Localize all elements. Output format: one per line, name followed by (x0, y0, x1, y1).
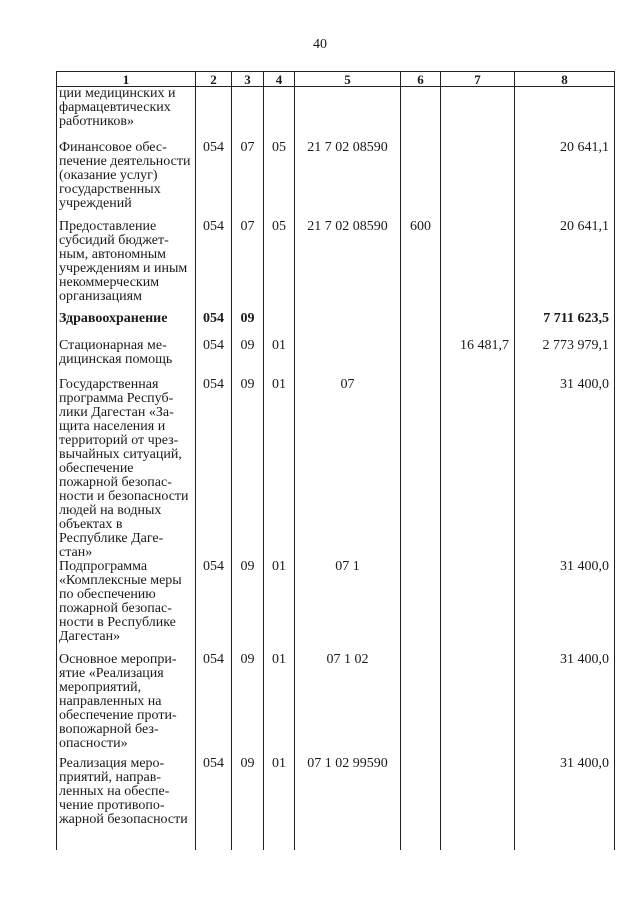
row-amount: 31 400,0 (515, 653, 615, 757)
row-target-code: 07 (295, 378, 401, 560)
row-name: Подпрограмма «Комплексные меры по обеспечению пожарной безопасности в Республике Дагестан» (57, 560, 196, 653)
row-expense-type (401, 653, 441, 757)
row-target-code: 07 1 02 99590 (295, 757, 401, 850)
table-row (57, 378, 615, 560)
row-admin-code: 054 (196, 653, 232, 757)
row-admin-code: 054 (196, 378, 232, 560)
header-col-6: 6 (401, 72, 441, 87)
row-name: Здравоохранение (57, 312, 196, 339)
row-name: Финансовое обеспечение деятельности (оказание услуг) государственных учреждений (57, 141, 196, 220)
row-target-code: 21 7 02 08590 (295, 220, 401, 312)
row-col7 (441, 220, 515, 312)
row-section: 07 (232, 141, 264, 220)
row-section: 09 (232, 560, 264, 653)
row-expense-type (401, 757, 441, 850)
header-row (57, 72, 615, 87)
row-expense-type (401, 87, 441, 141)
row-col7 (441, 87, 515, 141)
header-col-4: 4 (264, 72, 295, 87)
row-amount: 31 400,0 (515, 378, 615, 560)
row-admin-code: 054 (196, 560, 232, 653)
row-col7 (441, 757, 515, 850)
row-col7 (441, 653, 515, 757)
row-subsection (264, 87, 295, 141)
header-col-5: 5 (295, 72, 401, 87)
row-expense-type (401, 312, 441, 339)
row-expense-type (401, 339, 441, 378)
row-section: 09 (232, 339, 264, 378)
row-admin-code: 054 (196, 339, 232, 378)
row-section (232, 87, 264, 141)
table-row (57, 87, 615, 141)
row-section: 09 (232, 312, 264, 339)
row-col7: 16 481,7 (441, 339, 515, 378)
row-name: ции медицинских и фармацевтических работников» (57, 87, 196, 141)
row-expense-type: 600 (401, 220, 441, 312)
table-row (57, 653, 615, 757)
row-subsection: 05 (264, 220, 295, 312)
table-row (57, 560, 615, 653)
row-amount: 31 400,0 (515, 560, 615, 653)
row-name: Государственная программа Республики Дагестан «Защита населения и территорий от чрезвычайных ситуаций, обеспечение пожарной безопасности и безопасности людей на водных объектах в Республике Дагестан» (57, 378, 196, 560)
row-section: 09 (232, 378, 264, 560)
table-row (57, 757, 615, 850)
row-admin-code: 054 (196, 757, 232, 850)
row-admin-code: 054 (196, 220, 232, 312)
row-amount: 31 400,0 (515, 757, 615, 850)
row-name: Стационарная медицинская помощь (57, 339, 196, 378)
row-subsection: 01 (264, 653, 295, 757)
row-expense-type (401, 141, 441, 220)
row-target-code: 07 1 (295, 560, 401, 653)
row-amount (515, 87, 615, 141)
row-target-code: 21 7 02 08590 (295, 141, 401, 220)
row-admin-code: 054 (196, 312, 232, 339)
row-section: 07 (232, 220, 264, 312)
row-target-code (295, 339, 401, 378)
row-name: Предоставление субсидий бюджетным, автономным учреждениям и иным некоммерческим организациям (57, 220, 196, 312)
row-subsection: 05 (264, 141, 295, 220)
row-section: 09 (232, 757, 264, 850)
row-amount: 2 773 979,1 (515, 339, 615, 378)
row-target-code (295, 312, 401, 339)
row-col7 (441, 378, 515, 560)
row-subsection (264, 312, 295, 339)
row-subsection: 01 (264, 757, 295, 850)
budget-table (56, 71, 615, 850)
row-target-code: 07 1 02 (295, 653, 401, 757)
table-row (57, 312, 615, 339)
header-col-3: 3 (232, 72, 264, 87)
row-expense-type (401, 560, 441, 653)
table-row (57, 141, 615, 220)
row-col7 (441, 141, 515, 220)
row-target-code (295, 87, 401, 141)
header-col-8: 8 (515, 72, 615, 87)
header-col-1: 1 (57, 72, 196, 87)
row-subsection: 01 (264, 560, 295, 653)
row-col7 (441, 560, 515, 653)
row-admin-code: 054 (196, 141, 232, 220)
table-row (57, 339, 615, 378)
row-name: Реализация мероприятий, направленных на обеспечение противопожарной безопасности (57, 757, 196, 850)
row-amount: 20 641,1 (515, 141, 615, 220)
row-name: Основное мероприятие «Реализация мероприятий, направленных на обеспечение противопожарной безопасности» (57, 653, 196, 757)
row-admin-code (196, 87, 232, 141)
table-row (57, 220, 615, 312)
row-subsection: 01 (264, 378, 295, 560)
row-expense-type (401, 378, 441, 560)
row-col7 (441, 312, 515, 339)
header-col-2: 2 (196, 72, 232, 87)
header-col-7: 7 (441, 72, 515, 87)
row-section: 09 (232, 653, 264, 757)
row-subsection: 01 (264, 339, 295, 378)
page-number: 40 (313, 37, 327, 52)
row-amount: 20 641,1 (515, 220, 615, 312)
row-amount: 7 711 623,5 (515, 312, 615, 339)
